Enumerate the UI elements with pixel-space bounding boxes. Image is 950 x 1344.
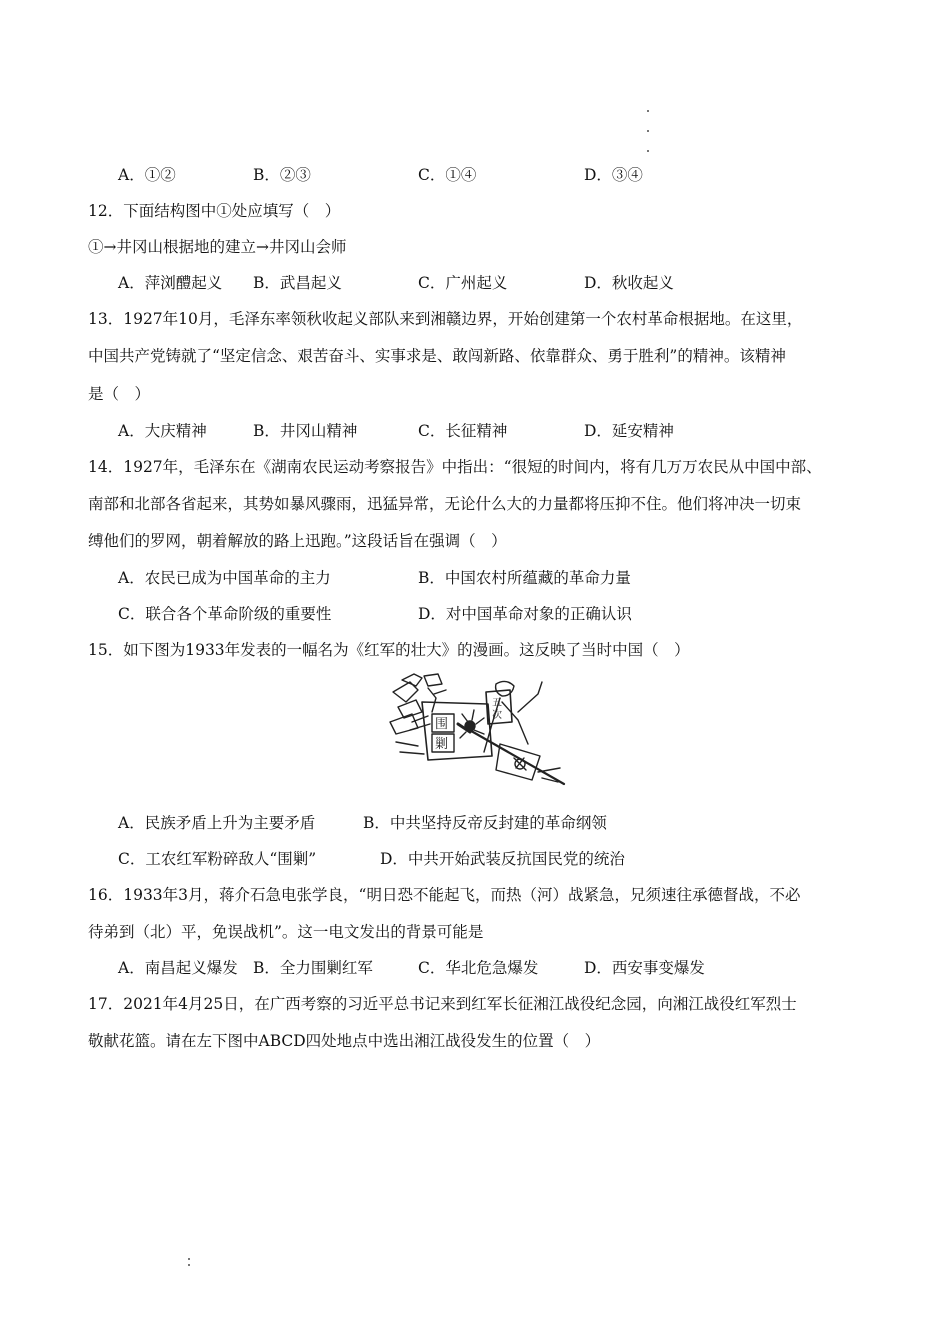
q16-stem-line2: 待弟到（北）平，免误战机”。这一电文发出的背景可能是 bbox=[88, 923, 484, 941]
q12-chain: ①→井冈山根据地的建立→井冈山会师 bbox=[88, 238, 347, 256]
q14-option-a[interactable]: A．农民已成为中国革命的主力 bbox=[118, 569, 331, 587]
q16-option-d[interactable]: D．西安事变爆发 bbox=[584, 959, 705, 977]
q15-stem: 15．如下图为1933年发表的一幅名为《红军的壮大》的漫画。这反映了当时中国（ ） bbox=[88, 641, 690, 659]
q14-option-c[interactable]: C．联合各个革命阶级的重要性 bbox=[118, 605, 332, 623]
decorative-dot bbox=[188, 1264, 190, 1266]
cartoon-banner-char-1: 五 bbox=[492, 698, 502, 709]
q13-option-a[interactable]: A．大庆精神 bbox=[118, 422, 207, 440]
decorative-dot bbox=[647, 150, 649, 152]
decorative-dot bbox=[647, 110, 649, 112]
q12-option-c[interactable]: C．广州起义 bbox=[418, 274, 508, 292]
q12-option-d[interactable]: D．秋收起义 bbox=[584, 274, 674, 292]
decorative-dot bbox=[647, 130, 649, 132]
q11-option-c[interactable]: C．①④ bbox=[418, 166, 477, 184]
q14-stem-line2: 南部和北部各省起来，其势如暴风骤雨，迅猛异常，无论什么大的力量都将压抑不住。他们将冲决一切束 bbox=[88, 495, 802, 513]
q13-stem-line1: 13．1927年10月，毛泽东率领秋收起义部队来到湘赣边界，开始创建第一个农村革命根据地。在这里， bbox=[88, 310, 803, 328]
q13-option-d[interactable]: D．延安精神 bbox=[584, 422, 674, 440]
decorative-dot bbox=[188, 1258, 190, 1260]
q12-option-b[interactable]: B．武昌起义 bbox=[253, 274, 342, 292]
cartoon-board-char-1: 围 bbox=[435, 717, 449, 732]
q13-option-c[interactable]: C．长征精神 bbox=[418, 422, 508, 440]
q16-option-a[interactable]: A．南昌起义爆发 bbox=[118, 959, 238, 977]
q17-stem-line2: 敬献花篮。请在左下图中ABCD四处地点中选出湘江战役发生的位置（ ） bbox=[88, 1032, 601, 1050]
q12-stem: 12．下面结构图中①处应填写（ ） bbox=[88, 202, 341, 220]
q16-option-b[interactable]: B．全力围剿红军 bbox=[253, 959, 373, 977]
q13-stem-line3: 是（ ） bbox=[88, 385, 151, 403]
q14-stem-line1: 14．1927年，毛泽东在《湖南农民运动考察报告》中指出：“很短的时间内，将有几万万农民从中国中部、 bbox=[88, 458, 822, 476]
q13-option-b[interactable]: B．井冈山精神 bbox=[253, 422, 358, 440]
q17-stem-line1: 17．2021年4月25日，在广西考察的习近平总书记来到红军长征湘江战役纪念园，向湘江战役红军烈士 bbox=[88, 995, 797, 1013]
q14-stem-line3: 缚他们的罗网，朝着解放的路上迅跑。”这段话旨在强调（ ） bbox=[88, 532, 507, 550]
q15-option-b[interactable]: B．中共坚持反帝反封建的革命纲领 bbox=[363, 814, 607, 832]
cartoon-board-char-2: 剿 bbox=[435, 737, 449, 752]
q14-option-b[interactable]: B．中国农村所蕴藏的革命力量 bbox=[418, 569, 631, 587]
q13-stem-line2: 中国共产党铸就了“坚定信念、艰苦奋斗、实事求是、敢闯新路、依靠群众、勇于胜利”的精神。该精神 bbox=[88, 347, 786, 365]
q11-option-a[interactable]: A．①② bbox=[118, 166, 176, 184]
q15-option-a[interactable]: A．民族矛盾上升为主要矛盾 bbox=[118, 814, 316, 832]
cartoon-banner-char-2: 次 bbox=[492, 710, 502, 721]
q14-option-d[interactable]: D．对中国革命对象的正确认识 bbox=[418, 605, 632, 623]
q11-option-d[interactable]: D．③④ bbox=[584, 166, 643, 184]
q15-option-c[interactable]: C．工农红军粉碎敌人“围剿” bbox=[118, 850, 317, 868]
q12-option-a[interactable]: A．萍浏醴起义 bbox=[118, 274, 223, 292]
q15-option-d[interactable]: D．中共开始武装反抗国民党的统治 bbox=[380, 850, 625, 868]
q16-stem-line1: 16．1933年3月，蒋介石急电张学良，“明日恐不能起飞，而热（河）战紧急，兄须速往承德督战，不必 bbox=[88, 886, 801, 904]
q16-option-c[interactable]: C．华北危急爆发 bbox=[418, 959, 539, 977]
red-army-cartoon-image bbox=[388, 672, 568, 792]
q11-option-b[interactable]: B．②③ bbox=[253, 166, 311, 184]
